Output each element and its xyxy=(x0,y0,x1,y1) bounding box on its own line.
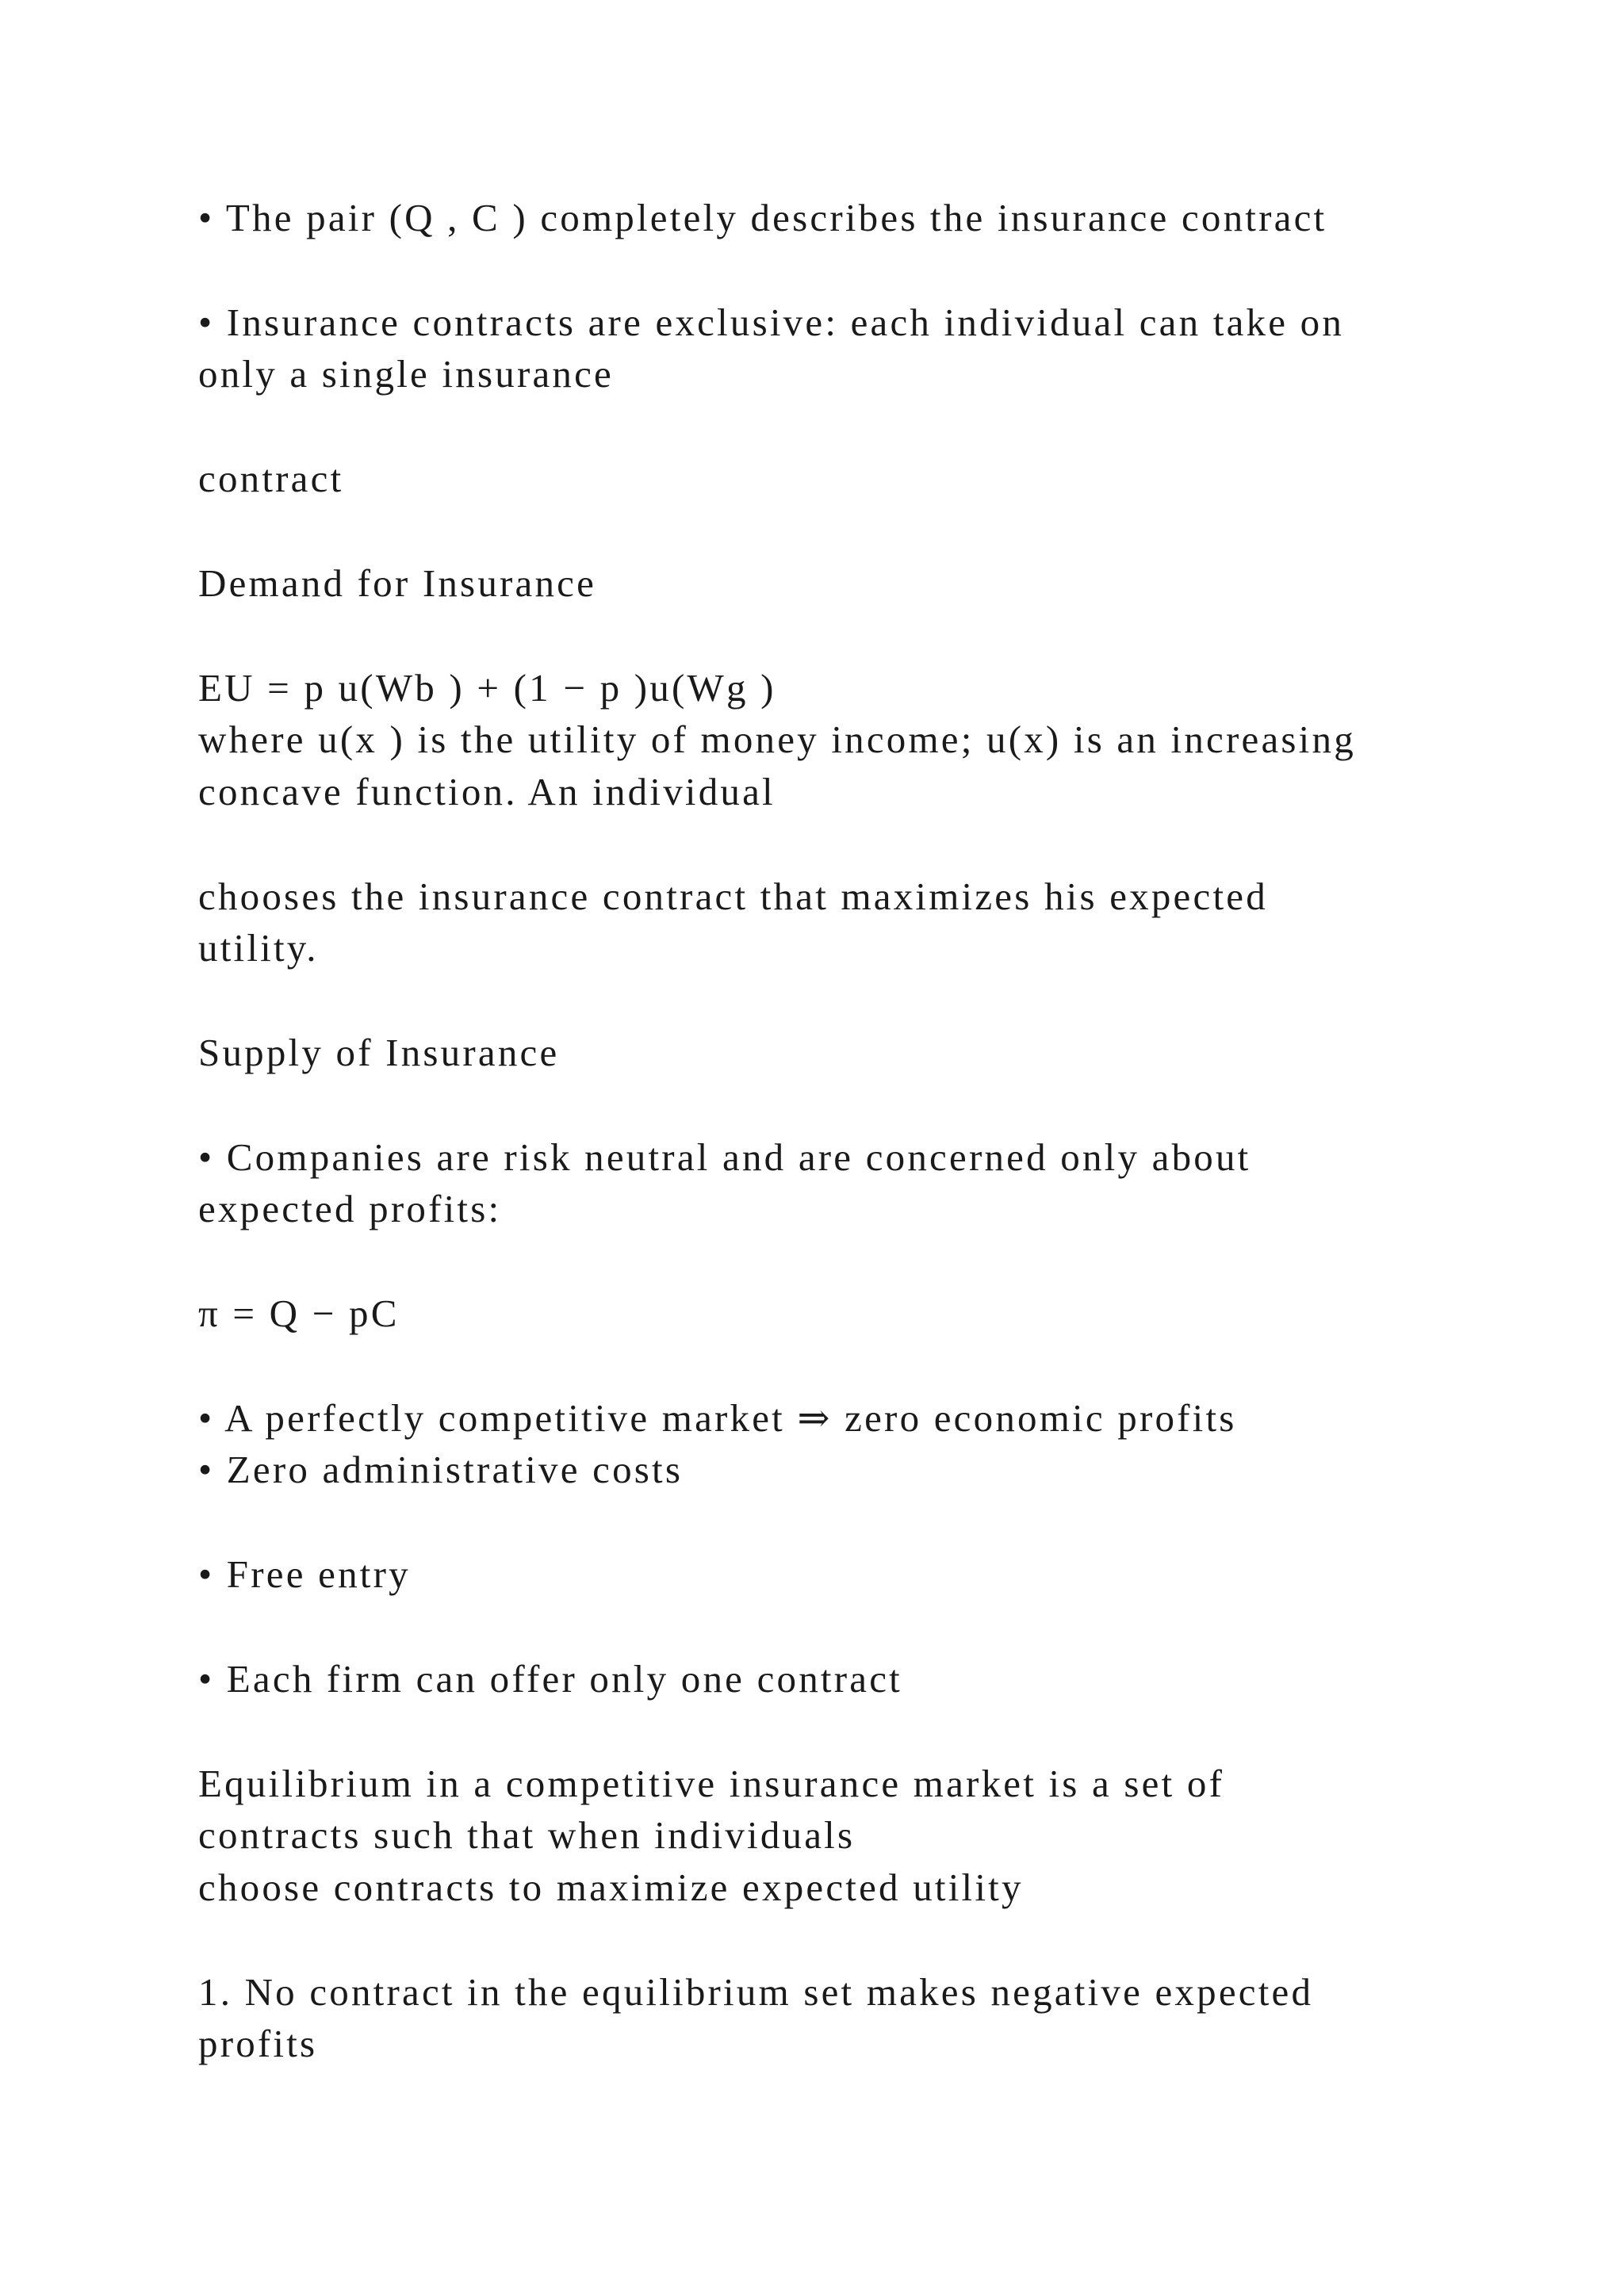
text-line: profits xyxy=(198,2022,318,2065)
expected-utility-equation: EU = p u(Wb ) + (1 − p )u(Wg ) xyxy=(198,666,776,710)
bullet-one-contract: • Each firm can offer only one contract xyxy=(198,1657,902,1701)
text-line: contracts such that when individuals xyxy=(198,1813,856,1857)
equilibrium-definition: Equilibrium in a competitive insurance market is a set of xyxy=(198,1762,1225,1805)
text-line: only a single insurance xyxy=(198,352,615,396)
bullet-risk-neutral: • Companies are risk neutral and are concerned only about xyxy=(198,1135,1251,1179)
text-line: chooses the insurance contract that maximizes his expected xyxy=(198,874,1268,918)
text-line: contract xyxy=(198,457,344,500)
bullet-free-entry: • Free entry xyxy=(198,1552,411,1596)
section-heading-demand: Demand for Insurance xyxy=(198,561,597,605)
text-line: utility. xyxy=(198,926,319,970)
text-line: where u(x ) is the utility of money income; u(x) is an increasing xyxy=(198,718,1356,761)
text-line: concave function. An individual xyxy=(198,770,776,813)
bullet-competitive-market: • A perfectly competitive market ⇒ zero economic profits xyxy=(198,1396,1237,1440)
bullet-contract-pair: • The pair (Q , C ) completely describes the insurance contract xyxy=(198,196,1327,239)
bullet-exclusive-contracts: • Insurance contracts are exclusive: each individual can take on xyxy=(198,300,1345,344)
numbered-item-1: 1. No contract in the equilibrium set makes negative expected xyxy=(198,1970,1314,2014)
section-heading-supply: Supply of Insurance xyxy=(198,1031,560,1074)
bullet-zero-costs: • Zero administrative costs xyxy=(198,1448,684,1491)
profit-equation: π = Q − pC xyxy=(198,1292,400,1335)
text-line: expected profits: xyxy=(198,1187,502,1230)
text-line: choose contracts to maximize expected utility xyxy=(198,1866,1024,1909)
